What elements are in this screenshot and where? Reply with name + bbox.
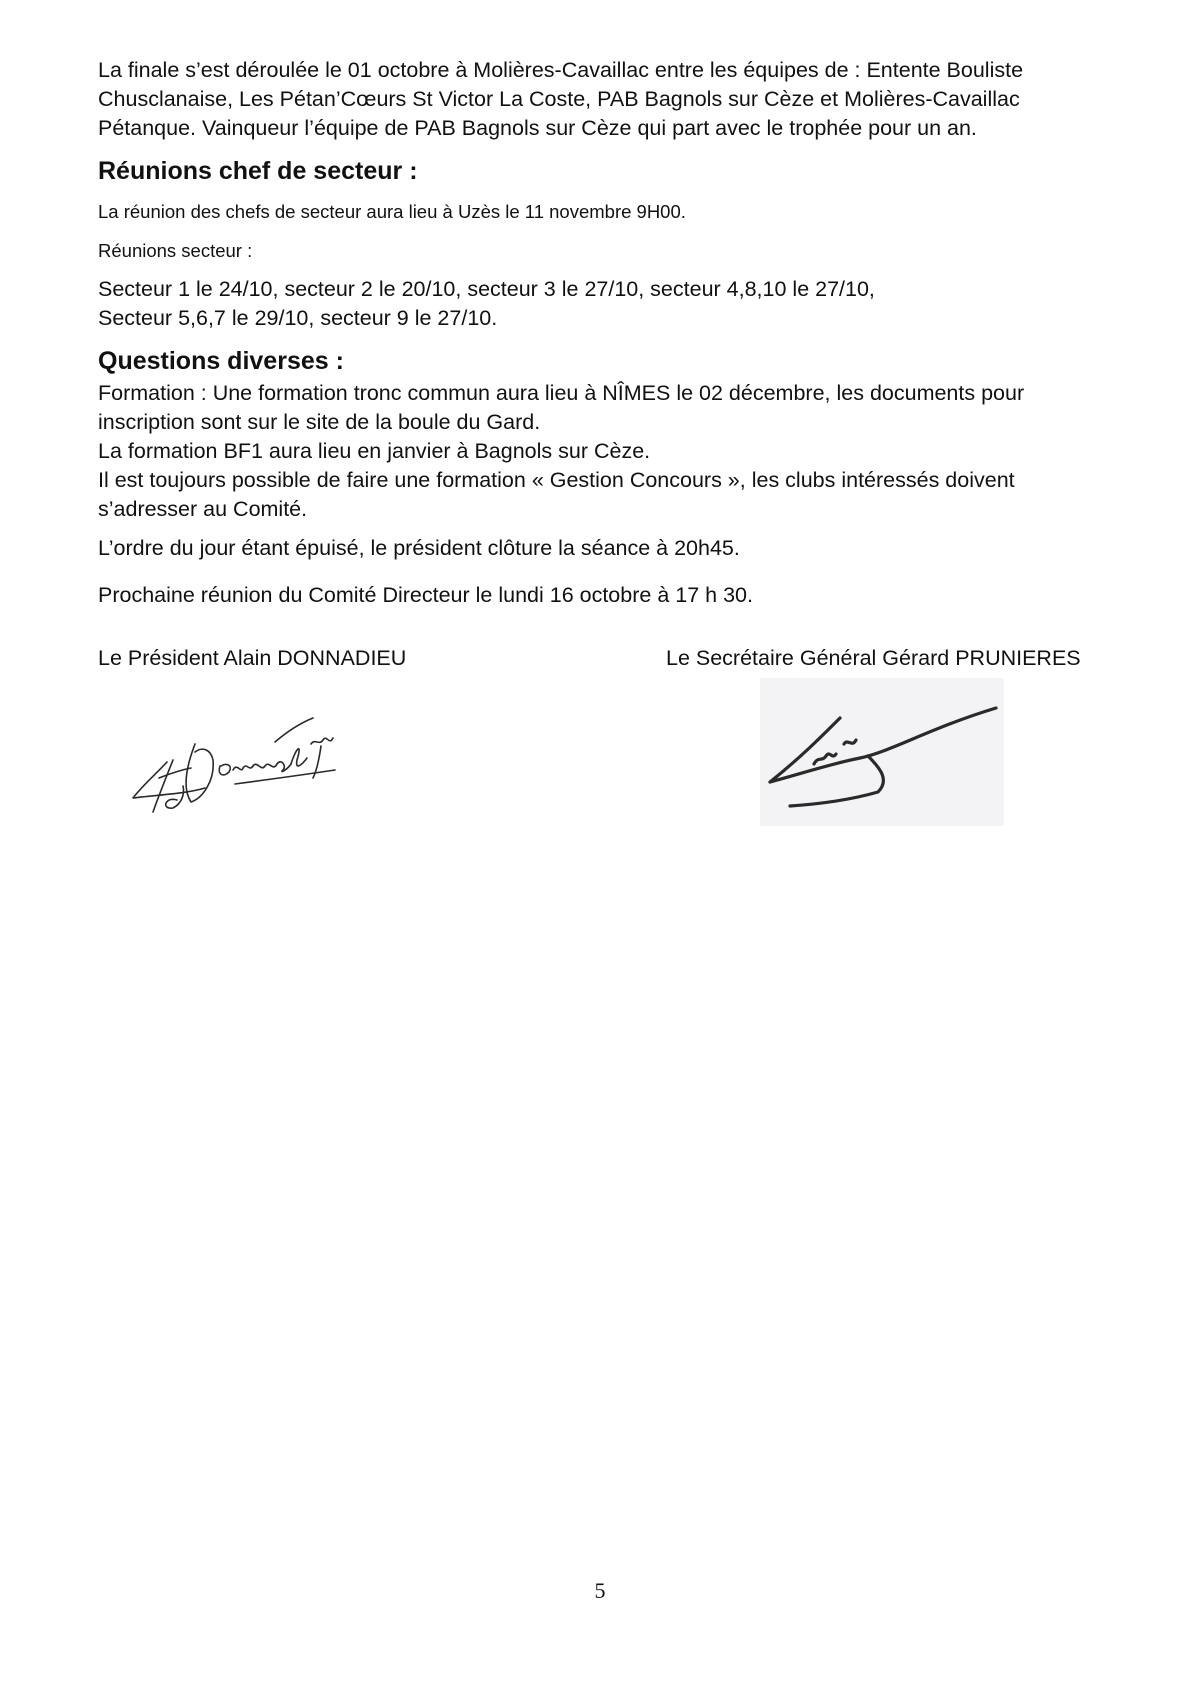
finale-line-1: La finale s’est déroulée le 01 octobre à Molières-Cavaillac entre les équipes de : Entente Bouliste xyxy=(98,58,1024,82)
prochaine-reunion-line: Prochaine réunion du Comité Directeur le lundi 16 octobre à 17 h 30. xyxy=(98,583,753,607)
questions-line-5: s’adresser au Comité. xyxy=(98,497,308,521)
secteur-line-1: Secteur 1 le 24/10, secteur 2 le 20/10, secteur 3 le 27/10, secteur 4,8,10 le 27/10, xyxy=(98,277,875,301)
questions-line-2: inscription sont sur le site de la boule du Gard. xyxy=(98,410,541,434)
president-label: Le Président Alain DONNADIEU xyxy=(98,646,407,670)
signature-labels xyxy=(98,646,1081,676)
president-signature xyxy=(125,700,340,820)
finale-line-2: Chusclanaise, Les Pétan’Cœurs St Victor La Coste, PAB Bagnols sur Cèze et Molières-Cavaillac xyxy=(98,87,1020,111)
secteur-line-2: Secteur 5,6,7 le 29/10, secteur 9 le 27/10. xyxy=(98,306,498,330)
chefs-secteur-line: La réunion des chefs de secteur aura lieu à Uzès le 11 novembre 9H00. xyxy=(98,201,686,222)
questions-line-3: La formation BF1 aura lieu en janvier à Bagnols sur Cèze. xyxy=(98,439,651,463)
secretaire-label: Le Secrétaire Général Gérard PRUNIERES xyxy=(666,646,1081,670)
finale-line-3: Pétanque. Vainqueur l’équipe de PAB Bagnols sur Cèze qui part avec le trophée pour un an. xyxy=(98,116,977,140)
document-body xyxy=(98,56,1108,610)
questions-line-1: Formation : Une formation tronc commun aura lieu à NÎMES le 02 décembre, les documents pour xyxy=(98,381,1025,405)
page-number: 5 xyxy=(594,1578,606,1603)
secretaire-signature xyxy=(760,678,1004,826)
heading-reunions-chef: Réunions chef de secteur : xyxy=(98,157,418,185)
cloture-line: L’ordre du jour étant épuisé, le président clôture la séance à 20h45. xyxy=(98,536,740,560)
reunions-secteur-label: Réunions secteur : xyxy=(98,240,253,261)
questions-line-4: Il est toujours possible de faire une formation « Gestion Concours », les clubs intéressés doivent xyxy=(98,468,1015,492)
heading-questions-diverses: Questions diverses : xyxy=(98,347,344,375)
secretaire-signature-drawing xyxy=(760,678,1004,826)
